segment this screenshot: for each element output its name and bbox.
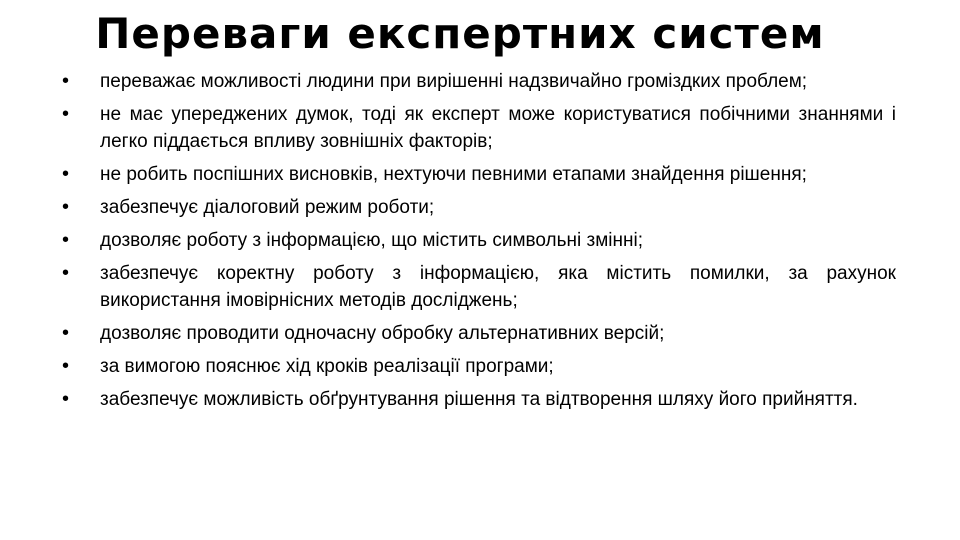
bullet-item: • забезпечує можливість обґрунтування рішення та відтворення шляху його прийняття. xyxy=(62,386,896,413)
bullet-item: • переважає можливості людини при вирішенні надзвичайно громіздких проблем; xyxy=(62,68,896,95)
bullet-item: • забезпечує коректну роботу з інформацією, яка містить помилки, за рахунок використання імовірнісних методів досліджень; xyxy=(62,260,896,314)
bullet-item: • дозволяє роботу з інформацією, що містить символьні змінні; xyxy=(62,227,896,254)
slide-title: Переваги експертних систем xyxy=(95,9,825,58)
bullet-item: • не робить поспішних висновків, нехтуючи певними етапами знайдення рішення; xyxy=(62,161,896,188)
bullet-list xyxy=(62,68,896,419)
bullet-item: • дозволяє проводити одночасну обробку альтернативних версій; xyxy=(62,320,896,347)
bullet-item: • за вимогою пояснює хід кроків реалізації програми; xyxy=(62,353,896,380)
bullet-item: • не має упереджених думок, тоді як експерт може користуватися побічними знаннями і легко піддається впливу зовнішніх факторів; xyxy=(62,101,896,155)
bullet-item: • забезпечує діалоговий режим роботи; xyxy=(62,194,896,221)
